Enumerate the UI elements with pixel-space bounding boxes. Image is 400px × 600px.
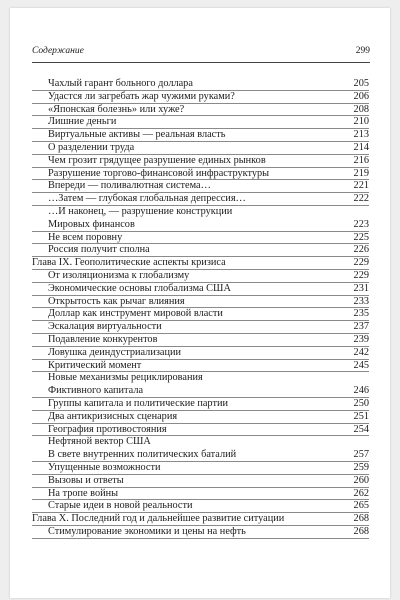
- toc-entry-page: 233: [353, 295, 369, 307]
- toc-entry-title: «Японская болезнь» или хуже?: [48, 103, 185, 115]
- toc-entry-title: Новые механизмы рециклирования: [48, 372, 203, 384]
- toc-entry-page: 213: [353, 129, 369, 141]
- toc-entry-title: Глава IX. Геополитические аспекты кризиса: [32, 257, 226, 269]
- toc-entry-page: 229: [353, 257, 369, 269]
- toc-entry-page: 268: [353, 525, 369, 537]
- toc-entry-title: Виртуальные активы — реальная власть: [48, 129, 226, 141]
- toc-entry-page: 221: [353, 180, 369, 192]
- toc-entry-title: Экономические основы глобализма США: [48, 282, 231, 294]
- toc-entry-page: 268: [353, 513, 369, 525]
- table-of-contents: [32, 78, 369, 539]
- toc-entry: [32, 244, 369, 257]
- toc-entry-title: Открытость как рычаг влияния: [48, 295, 185, 307]
- toc-entry-title: Удастся ли загребать жар чужими руками?: [48, 90, 235, 102]
- toc-entry-title: Старые идеи в новой реальности: [48, 500, 193, 512]
- toc-entry-page: 225: [353, 231, 369, 243]
- toc-entry-title: Фиктивного капитала: [48, 385, 144, 397]
- toc-entry-page: 260: [353, 474, 369, 486]
- toc-chapter-entry: [32, 513, 369, 526]
- toc-entry-title: Группы капитала и политические партии: [48, 397, 228, 409]
- toc-entry-title: …И наконец, — разрушение конструкции: [48, 205, 233, 217]
- toc-entry-title: На тропе войны: [48, 487, 119, 499]
- toc-entry: [32, 500, 369, 513]
- toc-entry: [32, 104, 369, 117]
- toc-chapter-entry: [32, 257, 369, 270]
- running-head: Содержание: [32, 46, 84, 56]
- toc-entry: [32, 142, 369, 155]
- toc-entry-page: 245: [353, 359, 369, 371]
- toc-entry-title: Два антикризисных сценария: [48, 410, 178, 422]
- toc-entry-page: 239: [353, 333, 369, 345]
- toc-entry-page: 216: [353, 154, 369, 166]
- toc-entry: [32, 116, 369, 129]
- toc-entry-page: 223: [353, 218, 369, 230]
- toc-entry: [32, 385, 369, 398]
- toc-entry-page: 206: [353, 90, 369, 102]
- toc-entry-title: Лишние деньги: [48, 116, 117, 128]
- toc-entry: [32, 462, 369, 475]
- toc-entry: [32, 270, 369, 283]
- toc-entry: [32, 475, 369, 488]
- toc-entry-page: 222: [353, 193, 369, 205]
- toc-entry-page: 257: [353, 449, 369, 461]
- toc-entry-title: Мировых финансов: [48, 218, 135, 230]
- toc-entry-title: Глава X. Последний год и дальнейшее развитие ситуации: [32, 513, 285, 525]
- toc-entry-page: 246: [353, 385, 369, 397]
- toc-entry-page: 265: [353, 500, 369, 512]
- toc-entry-title: Стимулирование экономики и цены на нефть: [48, 525, 246, 537]
- toc-entry-title: От изоляционизма к глобализму: [48, 269, 190, 281]
- toc-entry-title: Подавление конкурентов: [48, 333, 158, 345]
- toc-entry: [32, 78, 369, 91]
- toc-entry: [32, 232, 369, 245]
- toc-entry: [32, 180, 369, 193]
- toc-entry: [32, 488, 369, 501]
- toc-entry-title: В свете внутренних политических баталий: [48, 449, 237, 461]
- toc-entry: [32, 296, 369, 309]
- toc-entry-page: 210: [353, 116, 369, 128]
- toc-entry-page: 219: [353, 167, 369, 179]
- toc-entry: [32, 334, 369, 347]
- toc-entry-page: 254: [353, 423, 369, 435]
- page-header: [32, 46, 370, 63]
- toc-entry-page: 235: [353, 308, 369, 320]
- toc-entry-page: 250: [353, 397, 369, 409]
- toc-entry: [32, 424, 369, 437]
- book-page: [10, 8, 390, 598]
- toc-entry-title: Россия получит сполна: [48, 244, 150, 256]
- toc-entry-title: Ловушка деиндустриализации: [48, 346, 182, 358]
- toc-entry-title: Нефтяной вектор США: [48, 436, 151, 448]
- toc-entry-page: 208: [353, 103, 369, 115]
- toc-entry-title: Доллар как инструмент мировой власти: [48, 308, 223, 320]
- toc-entry-title: Упущенные возможности: [48, 461, 161, 473]
- toc-entry-page: 242: [353, 346, 369, 358]
- toc-entry-page: 237: [353, 321, 369, 333]
- toc-entry: [32, 206, 369, 219]
- toc-entry-page: 229: [353, 269, 369, 281]
- toc-entry-title: Не всем поровну: [48, 231, 123, 243]
- toc-entry: [32, 168, 369, 181]
- toc-entry: [32, 436, 369, 449]
- toc-entry-page: 231: [353, 282, 369, 294]
- toc-entry: [32, 372, 369, 385]
- toc-entry: [32, 308, 369, 321]
- toc-entry-page: 226: [353, 244, 369, 256]
- toc-entry-title: …Затем — глубокая глобальная депрессия…: [48, 193, 246, 205]
- toc-entry-page: 205: [353, 78, 369, 89]
- toc-entry: [32, 411, 369, 424]
- toc-entry: [32, 283, 369, 296]
- toc-entry-title: О разделении труда: [48, 141, 135, 153]
- toc-entry-page: 251: [353, 410, 369, 422]
- toc-entry: [32, 347, 369, 360]
- toc-entry-page: 259: [353, 461, 369, 473]
- toc-entry: [32, 155, 369, 168]
- toc-entry: [32, 398, 369, 411]
- toc-entry-title: Эскалация виртуальности: [48, 321, 162, 333]
- toc-entry-title: Чахлый гарант больного доллара: [48, 78, 193, 89]
- toc-entry: [32, 321, 369, 334]
- toc-entry-title: Чем грозит грядущее разрушение единых рынков: [48, 154, 266, 166]
- toc-entry: [32, 449, 369, 462]
- toc-entry: [32, 193, 369, 206]
- page-number: 299: [355, 46, 370, 56]
- toc-entry: [32, 91, 369, 104]
- toc-entry: [32, 129, 369, 142]
- toc-entry-title: География противостояния: [48, 423, 167, 435]
- toc-entry-title: Вызовы и ответы: [48, 474, 124, 486]
- toc-entry-page: 262: [353, 487, 369, 499]
- toc-entry-title: Разрушение торгово-финансовой инфраструктуры: [48, 167, 270, 179]
- toc-entry-page: 214: [353, 141, 369, 153]
- toc-entry: [32, 360, 369, 373]
- toc-entry-title: Критический момент: [48, 359, 142, 371]
- toc-entry: [32, 526, 369, 539]
- toc-entry: [32, 219, 369, 232]
- toc-entry-title: Впереди — поливалютная система…: [48, 180, 211, 192]
